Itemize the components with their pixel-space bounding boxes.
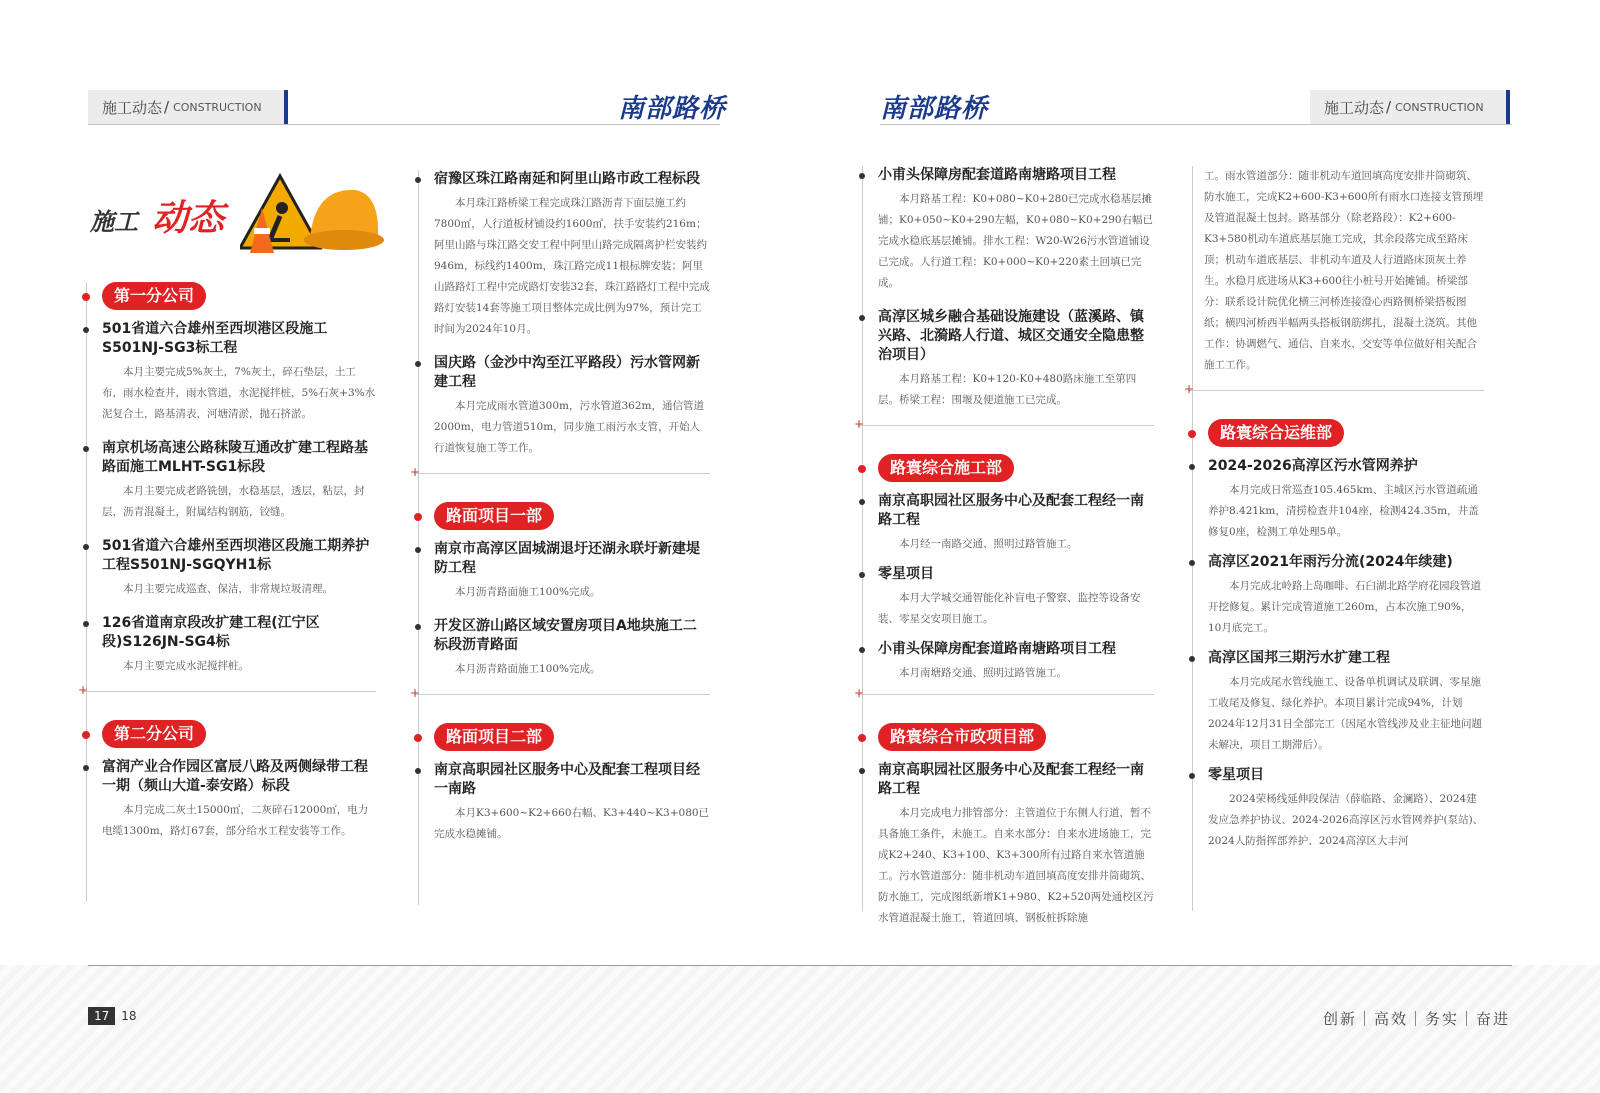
group-pill: 路寰综合市政项目部 — [878, 723, 1046, 751]
divider: + — [858, 425, 1154, 426]
group-header — [86, 720, 376, 748]
divider: + — [414, 694, 710, 695]
list-item: 开发区游山路区域安置房项目A地块施工二标段沥青路面 本月沥青路面施工100%完成。 — [418, 617, 710, 680]
list-item: 国庆路（金沙中沟至江平路段）污水管网新建工程 本月完成雨水管道300m，污水管道362m，通信管道2000m，电力管道510m，同步施工雨污水支管，开始人行道恢复施工等工作。 — [418, 354, 710, 459]
group-header — [418, 502, 710, 530]
group-pill: 路面项目一部 — [434, 502, 554, 530]
list-item: 零星项目 本月大学城交通智能化补盲电子警察、监控等设备安装、零星交安项目施工。 — [862, 565, 1154, 630]
list-item: 高淳区2021年雨污分流(2024年续建) 本月完成北岭路上岛咖啡、石臼湖北路学府花园段管道开挖修复。累计完成管道施工260m，占本次施工90%，10月底完工。 — [1192, 553, 1484, 639]
group-header — [1192, 419, 1484, 447]
list-item: 高淳区城乡融合基础设施建设（蓝溪路、镇兴路、北漪路人行道、城区交通安全隐患整治项目） 本月路基工程：K0+120-K0+480路床施工至第四层。桥梁工程：围堰及便道施工已完成。 — [862, 308, 1154, 411]
list-item: 501省道六合雄州至西坝港区段施工S501NJ-SG3标工程 本月主要完成5%灰土，7%灰土，碎石垫层，土工布，雨水检查井，雨水管道，水泥搅拌桩，5%石灰+3%水泥复合土，路基清表，河塘清淤，抛石挤淤。 — [86, 320, 376, 425]
group-header — [418, 723, 710, 751]
construction-worker-icon — [240, 168, 390, 268]
section-tab-left — [88, 90, 288, 124]
list-item: 富润产业合作园区富辰八路及两侧绿带工程一期（频山大道-泰安路）标段 本月完成二灰土15000㎡，二灰碎石12000㎡，电力电缆1300m，路灯67套，部分给水工程安装等工作。 — [86, 758, 376, 842]
brand-logo-left: 南部路桥 — [618, 94, 727, 124]
section-title-en: CONSTRUCTION — [173, 100, 262, 114]
footer-band — [0, 965, 1600, 1093]
section-title-zh: 施工动态 — [1324, 98, 1385, 117]
page-numbers — [88, 1007, 143, 1025]
slogan: 创新｜高效｜务实｜奋进 — [1322, 1010, 1510, 1028]
section-sep: / — [1386, 98, 1392, 116]
group-pill: 路寰综合运维部 — [1208, 419, 1344, 447]
list-item: 南京市高淳区固城湖退圩还湖永联圩新建堤防工程 本月沥青路面施工100%完成。 — [418, 540, 710, 603]
list-item: 高淳区国邦三期污水扩建工程 本月完成尾水管线施工、设备单机调试及联调、零星施工收尾及修复、绿化养护。本项目累计完成94%，计划2024年12月31日全部完工（因尾水管线涉及业主征地问题未解决，项目工期滞后）。 — [1192, 649, 1484, 756]
group-pill: 第二分公司 — [102, 720, 206, 748]
group-pill: 第一分公司 — [102, 282, 206, 310]
list-item: 南京高职园社区服务中心及配套工程经一南路工程 本月经一南路交通、照明过路管施工。 — [862, 492, 1154, 555]
list-item: 2024-2026高淳区污水管网养护 本月完成日常巡查105.465km、主城区污水管道疏通养护8.421km，清捞检查井104座，检测424.35m，井盖修复0座，检测工单处理5单。 — [1192, 457, 1484, 543]
list-item: 小甫头保障房配套道路南塘路项目工程 本月南塘路交通、照明过路管施工。 — [862, 640, 1154, 684]
banner-title-b: 动态 — [152, 197, 225, 239]
header-rule-right — [880, 124, 1512, 125]
divider: + — [858, 694, 1154, 695]
column-1 — [78, 282, 376, 856]
section-sep: / — [164, 98, 170, 116]
list-item: 宿豫区珠江路南延和阿里山路市政工程标段 本月珠江路桥梁工程完成珠江路沥青下面层施工约7800㎡，人行道板材铺设约1600㎡，扶手安装约216m；阿里山路与珠江路交安工程中阿里山路完成隔离护栏安装约946m，标线约1400m，珠江路完成11根标牌安装；阿里山路路灯工程中完成路灯安装32套，珠江路路灯工程中完成路灯安装14套等施工项目整体完成比例为97%，预计完工时间为2024年10月。 — [418, 170, 710, 340]
list-item: 501省道六合雄州至西坝港区段施工期养护工程S501NJ-SGQYH1标 本月主要完成巡查、保洁，非常规垃圾清理。 — [86, 537, 376, 600]
group-pill: 路面项目二部 — [434, 723, 554, 751]
banner — [90, 168, 390, 268]
page-number-left: 17 — [88, 1007, 115, 1025]
banner-title-a: 施工 — [90, 207, 138, 236]
divider: + — [82, 691, 376, 692]
list-item: 零星项目 2024荣杨线延伸段保洁（薛临路、金澜路）、2024建发应急养护协议、2024-2026高淳区污水管网养护(泵站)、2024人防指挥部养护、2024高淳区大丰河 — [1192, 766, 1484, 852]
divider: + — [414, 473, 710, 474]
brand-logo-right: 南部路桥 — [880, 94, 989, 124]
group-pill: 路寰综合施工部 — [878, 454, 1014, 482]
divider: + — [1188, 390, 1484, 391]
header-rule-left — [88, 124, 720, 125]
list-item: 南京机场高速公路秣陵互通改扩建工程路基路面施工MLHT-SG1标段 本月主要完成老路铣刨，水稳基层，透层，粘层，封层，沥青混凝土，附属结构钢筋，铰缝。 — [86, 439, 376, 523]
section-title-zh: 施工动态 — [102, 98, 163, 117]
column-2 — [410, 170, 710, 859]
group-header — [862, 454, 1154, 482]
column-3 — [854, 166, 1154, 943]
group-header — [86, 282, 376, 310]
section-title-en: CONSTRUCTION — [1395, 100, 1484, 114]
group-header — [862, 723, 1154, 751]
list-item: 小甫头保障房配套道路南塘路项目工程 本月路基工程：K0+080~K0+280已完成水稳基层摊铺；K0+050~K0+290左幅，K0+080~K0+290右幅已完成水稳底基层摊铺。排水工程：W20-W26污水管道铺设已完成。人行道工程：K0+000~K0+220素土回填已完成。 — [862, 166, 1154, 294]
list-item: 南京高职园社区服务中心及配套工程经一南路工程 本月完成电力排管部分：主管道位于东侧人行道，暂不具备施工条件，未施工。自来水部分：自来水进场施工，完成K2+240、K3+100、K3+300所有过路自来水管道施工。污水管道部分：随非机动车道回填高度安排井筒砌筑、防水施工，完成图纸新增K1+980、K2+520两处通校区污水管道混凝土施工，管道回填、钢板桩拆除施 — [862, 761, 1154, 929]
footer-rule — [88, 965, 1512, 966]
list-item: 126省道南京段改扩建工程(江宁区段)S126JN-SG4标 本月主要完成水泥搅拌桩。 — [86, 614, 376, 677]
page-number-right: 18 — [121, 1009, 137, 1023]
list-item-continued: 工。雨水管道部分：随非机动车道回填高度安排井筒砌筑、防水施工，完成K2+600-K3+600所有雨水口连接支管预埋及管道混凝土包封。路基部分（除老路段）：K2+600-K3+580机动车道底基层施工完成，其余段落完成至路床顶；机动车道底基层、非机动车道及人行道路床顶灰土养生。水稳月底进场从K3+600往小桩号开始摊铺。桥梁部分：联系设计院优化横三河桥连接澄心西路侧桥梁搭板图纸；横四河桥西半幅两头搭板钢筋绑扎，混凝土浇筑。其他工作：协调燃气、通信、自来水、交安等单位做好相关配合施工工作。 — [1204, 170, 1484, 371]
section-tab-right — [1310, 90, 1510, 124]
column-4 — [1184, 166, 1484, 866]
list-item: 南京高职园社区服务中心及配套工程项目经一南路 本月K3+600~K2+660右幅、K3+440~K3+080已完成水稳摊铺。 — [418, 761, 710, 845]
